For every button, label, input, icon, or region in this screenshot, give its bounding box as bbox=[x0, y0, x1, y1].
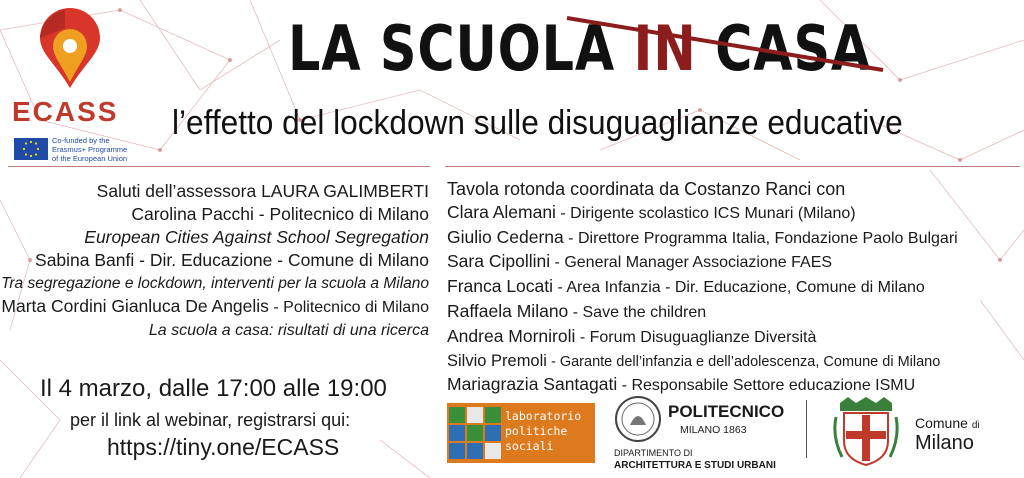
program-right bbox=[447, 178, 958, 398]
program-left bbox=[1, 180, 429, 342]
talk-1-title: European Cities Against School Segregation bbox=[84, 227, 429, 247]
talk-2-title: Tra segregazione e lockdown, interventi per la scuola a Milano bbox=[1, 275, 429, 292]
lab-grid-icon bbox=[449, 407, 501, 459]
speaker-2: Sabina Banfi - Dir. Educazione - Comune di Milano bbox=[35, 250, 429, 270]
milano-label: Milano bbox=[915, 432, 974, 454]
panelist: Sara Cipollini - General Manager Associazione FAES bbox=[447, 251, 833, 272]
laboratorio-politiche-sociali-logo: laboratorio politiche sociali bbox=[447, 403, 595, 463]
comune-label: Comune di bbox=[915, 415, 980, 431]
comune-milano-crest-icon bbox=[832, 397, 900, 467]
page-title: LA SCUOLA IN CASA bbox=[288, 12, 872, 85]
registration-link[interactable]: https://tiny.one/ECASS bbox=[107, 434, 340, 460]
roundtable-intro: Tavola rotonda coordinata da Costanzo Ranci con bbox=[447, 179, 846, 199]
page-subtitle: l’effetto del lockdown sulle disuguaglianze educative bbox=[172, 104, 903, 142]
panelist: Mariagrazia Santagati - Responsabile Settore educazione ISMU bbox=[447, 374, 916, 395]
panelist: Franca Locati - Area Infanzia - Dir. Educazione, Comune di Milano bbox=[447, 276, 925, 297]
logo-separator bbox=[806, 400, 807, 458]
talk-3-title: La scuola a casa: risultati di una ricerca bbox=[148, 322, 429, 339]
dipartimento-line-2: ARCHITETTURA E STUDI URBANI bbox=[614, 460, 776, 471]
speaker-1: Carolina Pacchi - Politecnico di Milano bbox=[131, 204, 429, 224]
panelist: Raffaela Milano - Save the children bbox=[447, 300, 707, 321]
speaker-3: Marta Cordini Gianluca De Angelis - Politecnico di Milano bbox=[1, 296, 429, 316]
politecnico-seal-icon bbox=[614, 395, 662, 443]
title-strike-through bbox=[565, 14, 885, 74]
eu-cofunded-text: Co-funded by the Erasmus+ Programme of the European Union bbox=[52, 136, 128, 163]
greeting-line: Saluti dell’assessora LAURA GALIMBERTI bbox=[96, 181, 429, 201]
dipartimento-line-1: DIPARTIMENTO DI bbox=[614, 448, 693, 458]
panelist: Giulio Cederna - Direttore Programma Italia, Fondazione Paolo Bulgari bbox=[447, 226, 958, 247]
event-date: Il 4 marzo, dalle 17:00 alle 19:00 bbox=[40, 375, 387, 402]
politecnico-name: POLITECNICO bbox=[668, 402, 785, 421]
panelist: Andrea Morniroli - Forum Disuguaglianze Diversità bbox=[447, 325, 817, 346]
panelist: Clara Alemani - Dirigente scolastico ICS Munari (Milano) bbox=[447, 201, 856, 222]
eu-flag-icon bbox=[14, 138, 48, 160]
divider-right bbox=[445, 166, 1020, 167]
divider-left bbox=[8, 166, 430, 167]
webinar-link-instruction: per il link al webinar, registrarsi qui: bbox=[70, 410, 351, 430]
ecass-wordmark: ECASS bbox=[12, 96, 119, 127]
panelist: Silvio Premoli - Garante dell’infanzia e dell’adolescenza, Comune di Milano bbox=[447, 351, 941, 370]
ecass-pin-logo bbox=[35, 8, 105, 90]
politecnico-year: MILANO 1863 bbox=[680, 424, 747, 436]
